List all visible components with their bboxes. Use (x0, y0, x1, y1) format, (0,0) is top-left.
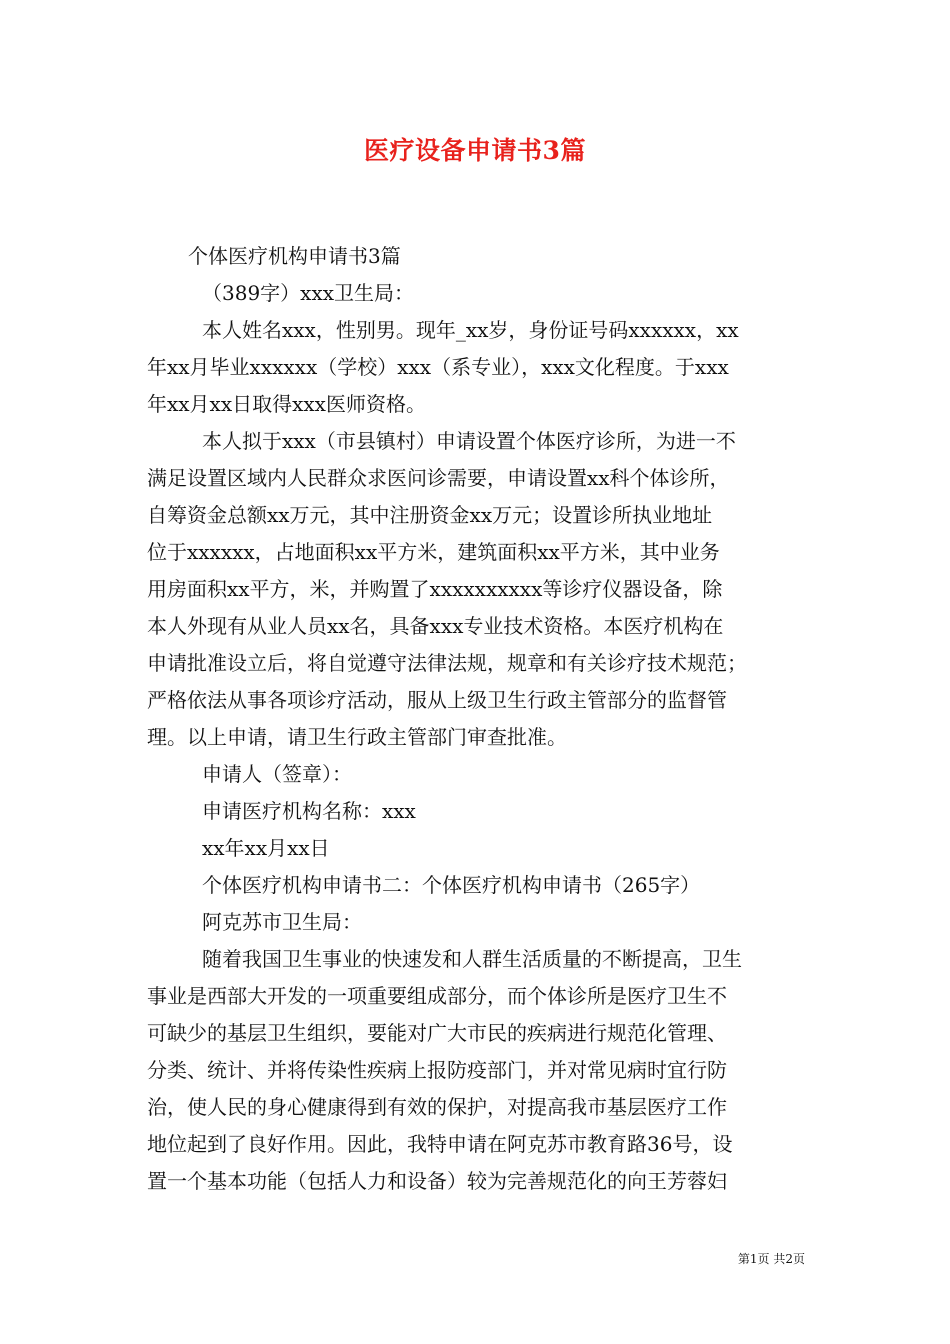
paragraph-line: 随着我国卫生事业的快速发和人群生活质量的不断提高，卫生 (202, 947, 742, 971)
paragraph-line: 本人拟于xxx（市县镇村）申请设置个体医疗诊所，为进一不 (202, 429, 736, 453)
page-number: 第1页 共2页 (737, 1252, 805, 1266)
paragraph-line: 本人姓名xxx，性别男。现年_xx岁，身份证号码xxxxxx，xx (202, 318, 739, 342)
addressee-line: （389字）xxx卫生局： (202, 281, 415, 305)
paragraph-line: 年xx月毕业xxxxxx（学校）xxx（系专业），xxx文化程度。于xxx (147, 355, 729, 379)
paragraph-line: 满足设置区域内人民群众求医问诊需要，申请设置xx科个体诊所， (147, 466, 730, 490)
paragraph-line: 本人外现有从业人员xx名，具备xxx专业技术资格。本医疗机构在 (147, 614, 724, 638)
paragraph-line: 用房面积xx平方，米，并购置了xxxxxxxxxx等诊疗仪器设备，除 (147, 577, 723, 601)
paragraph-line: 理。以上申请，请卫生行政主管部门审查批准。 (147, 725, 567, 749)
document-body (147, 238, 807, 1200)
addressee-line: 阿克苏市卫生局： (202, 910, 362, 934)
paragraph-line: 治，使人民的身心健康得到有效的保护，对提高我市基层医疗工作 (147, 1095, 727, 1119)
paragraph-line: 位于xxxxxx，占地面积xx平方米，建筑面积xx平方米，其中业务 (147, 540, 720, 564)
paragraph-line: 事业是西部大开发的一项重要组成部分，而个体诊所是医疗卫生不 (147, 984, 727, 1008)
page-title: 医疗设备申请书3篇 (364, 136, 586, 165)
paragraph-line: 地位起到了良好作用。因此，我特申请在阿克苏市教育路36号，设 (147, 1132, 733, 1156)
paragraph-line: 申请批准设立后，将自觉遵守法律法规，规章和有关诊疗技术规范； (147, 651, 747, 675)
date-line: xx年xx月xx日 (202, 836, 330, 860)
paragraph-line: 可缺少的基层卫生组织，要能对广大市民的疾病进行规范化管理、 (147, 1021, 727, 1045)
paragraph-line: 置一个基本功能（包括人力和设备）较为完善规范化的向王芳蓉妇 (147, 1169, 727, 1193)
paragraph-line: 年xx月xx日取得xxx医师资格。 (147, 392, 426, 416)
section-heading: 个体医疗机构申请书二：个体医疗机构申请书（265字） (202, 873, 701, 897)
signature-line: 申请人（签章）： (202, 762, 352, 786)
paragraph-line: 自筹资金总额xx万元，其中注册资金xx万元；设置诊所执业地址 (147, 503, 713, 527)
paragraph-line: 严格依法从事各项诊疗活动，服从上级卫生行政主管部分的监督管 (147, 688, 727, 712)
institution-name-line: 申请医疗机构名称：xxx (202, 799, 416, 823)
paragraph-line: 分类、统计、并将传染性疾病上报防疫部门，并对常见病时宜行防 (147, 1058, 727, 1082)
section-heading: 个体医疗机构申请书3篇 (188, 244, 401, 268)
